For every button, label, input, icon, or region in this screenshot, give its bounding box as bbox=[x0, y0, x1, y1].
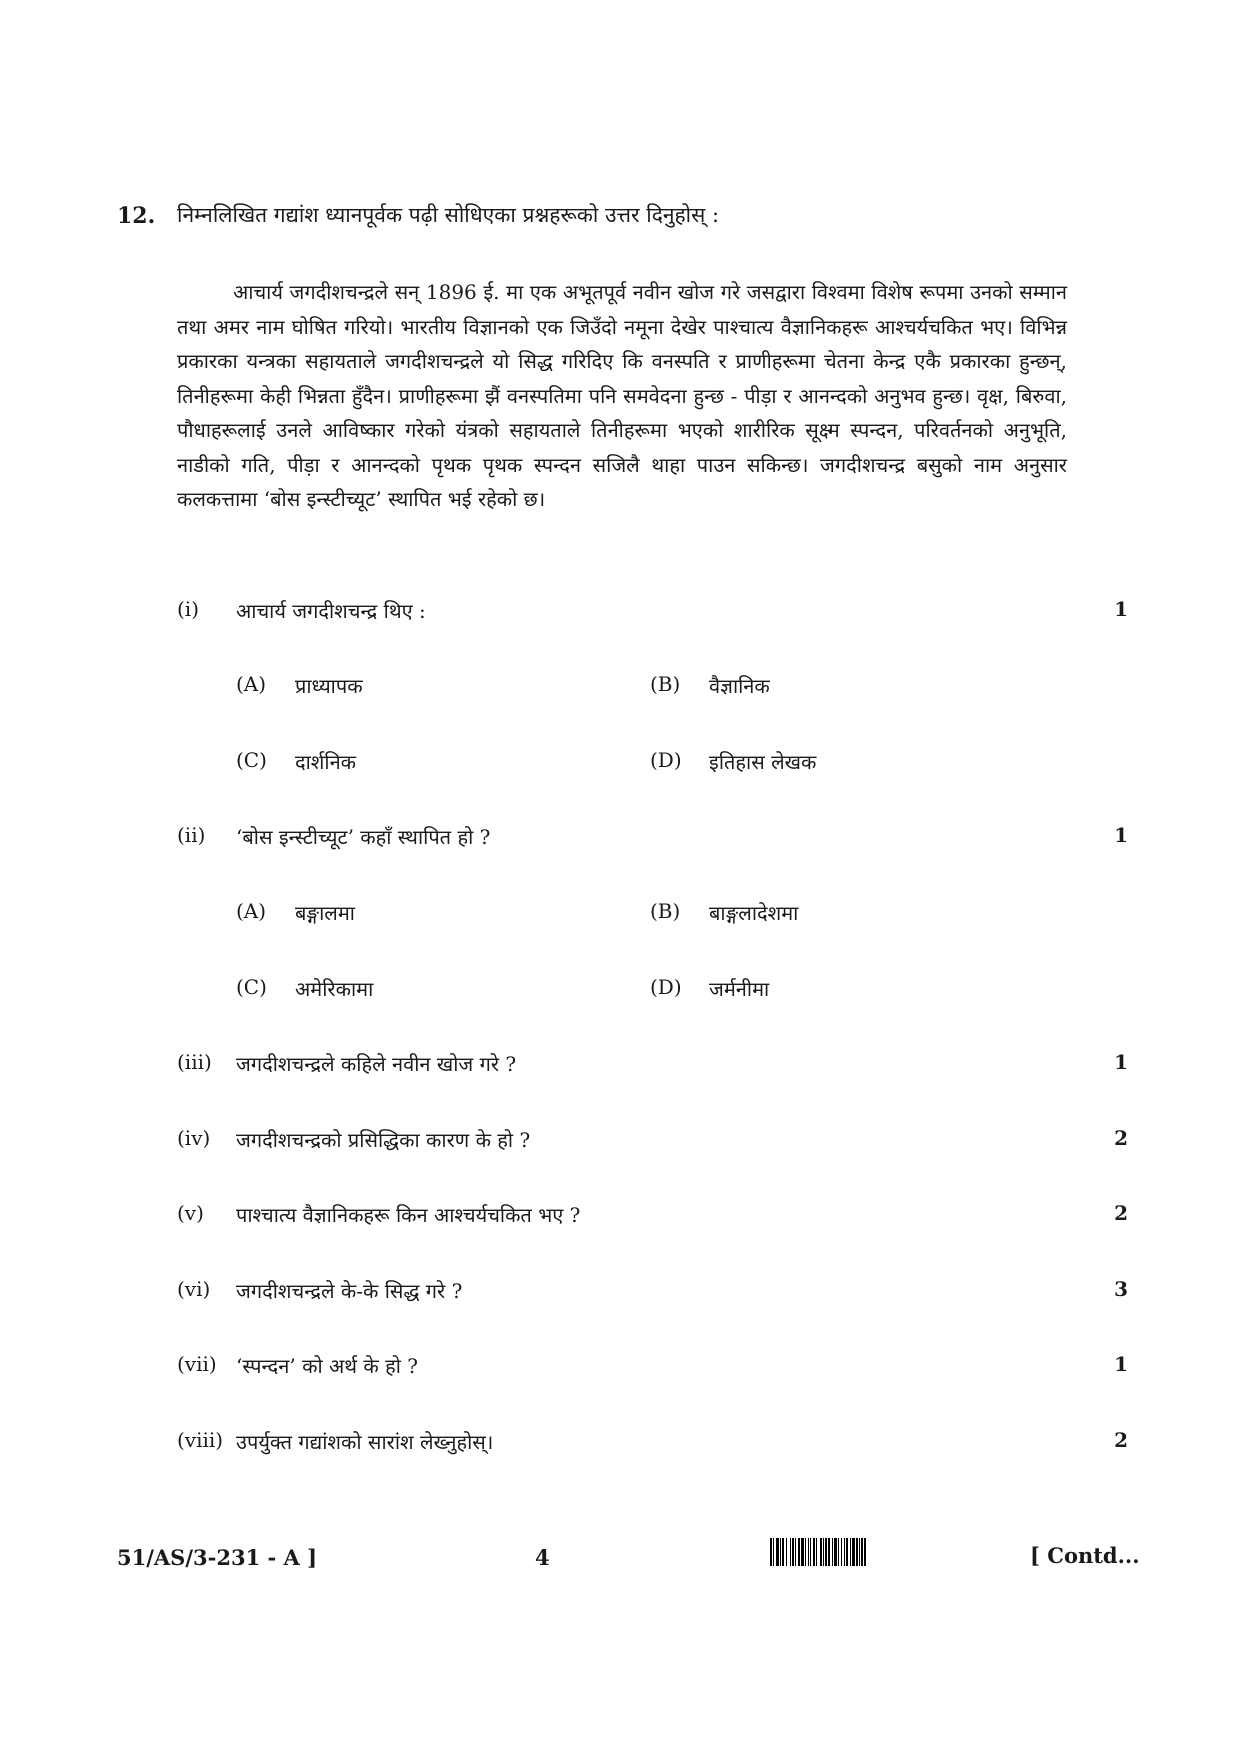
option-text: अमेरिकामा bbox=[295, 977, 374, 1001]
continued-label: [ Contd... bbox=[1030, 1543, 1140, 1568]
option-letter: (B) bbox=[650, 672, 681, 696]
subquestion-text: पाश्चात्य वैज्ञानिकहरू किन आश्चर्यचकित भए ? bbox=[236, 1203, 581, 1227]
subquestion-text: जगदीशचन्द्रले के-के सिद्ध गरे ? bbox=[236, 1279, 463, 1303]
marks: 1 bbox=[1114, 1050, 1128, 1074]
marks: 2 bbox=[1114, 1428, 1128, 1452]
subquestion-text: ‘बोस इन्स्टीच्यूट’ कहाँ स्थापित हो ? bbox=[236, 825, 491, 849]
subquestion-number: (iv) bbox=[177, 1126, 211, 1150]
marks: 1 bbox=[1114, 1352, 1128, 1376]
option-letter: (A) bbox=[236, 899, 267, 923]
subquestion-number: (ii) bbox=[177, 823, 206, 847]
question-number: 12. bbox=[117, 203, 156, 229]
question-instruction: निम्नलिखित गद्यांश ध्यानपूर्वक पढ़ी सोधिएका प्रश्नहरूको उत्तर दिनुहोस् : bbox=[177, 203, 720, 227]
option-text: दार्शनिक bbox=[295, 750, 357, 774]
subquestion-number: (iii) bbox=[177, 1050, 212, 1074]
subquestion-text: आचार्य जगदीशचन्द्र थिए : bbox=[236, 599, 426, 623]
marks: 2 bbox=[1114, 1201, 1128, 1225]
marks: 2 bbox=[1114, 1126, 1128, 1150]
barcode-stripe bbox=[866, 1538, 868, 1566]
subquestion-text: उपर्युक्त गद्यांशको सारांश लेख्नुहोस्। bbox=[236, 1430, 494, 1454]
subquestion-number: (i) bbox=[177, 597, 200, 621]
option-text: बाङ्गलादेशमा bbox=[709, 901, 799, 925]
option-letter: (B) bbox=[650, 899, 681, 923]
subquestion-text: जगदीशचन्द्रको प्रसिद्धिका कारण के हो ? bbox=[236, 1128, 531, 1152]
option-letter: (D) bbox=[650, 748, 682, 772]
subquestion-number: (vi) bbox=[177, 1277, 211, 1301]
marks: 1 bbox=[1114, 823, 1128, 847]
option-text: प्राध्यापक bbox=[295, 674, 363, 698]
paper-code: 51/AS/3-231 - A ] bbox=[117, 1545, 318, 1570]
option-text: बङ्गालमा bbox=[295, 901, 355, 925]
marks: 1 bbox=[1114, 597, 1128, 621]
subquestion-text: ‘स्पन्दन’ को अर्थ के हो ? bbox=[236, 1354, 419, 1378]
passage: आचार्य जगदीशचन्द्रले सन् 1896 ई. मा एक अभूतपूर्व नवीन खोज गरे जसद्वारा विश्वमा विशेष रूपमा उनको सम्मान तथा अमर नाम घोषित गरियो। भारतीय विज्ञानको एक जिउँदो नमूना देखेर पाश्चात्य वैज्ञानिकहरू आश्चर्यचकित भए। विभिन्न प्रकारका यन्त्रका सहायताले जगदीशचन्द्रले यो सिद्ध गरिदिए कि वनस्पति र प्राणीहरूमा चेतना केन्द्र एकै प्रकारका हुन्छन्, तिनीहरूमा केही भिन्नता हुँदैन। प्राणीहरूमा झैं वनस्पतिमा पनि समवेदना हुन्छ - पीड़ा र आनन्दको अनुभव हुन्छ। वृक्ष, बिरुवा, पौधाहरूलाई उनले आविष्कार गरेको यंत्रको सहायताले तिनीहरूमा भएको शारीरिक सूक्ष्म स्पन्दन, परिवर्तनको अनुभूति, नाडीको गति, पीड़ा र आनन्दको पृथक पृथक स्पन्दन सजिलै थाहा पाउन सकिन्छ। जगदीशचन्द्र बसुको नाम अनुसार कलकत्तामा ‘बोस इन्स्टीच्यूट’ स्थापित भई रहेको छ। bbox=[177, 280, 1067, 511]
option-text: वैज्ञानिक bbox=[709, 674, 770, 698]
subquestion-number: (viii) bbox=[177, 1428, 224, 1452]
option-letter: (C) bbox=[236, 748, 267, 772]
subquestion-text: जगदीशचन्द्रले कहिले नवीन खोज गरे ? bbox=[236, 1052, 517, 1076]
page-number: 4 bbox=[535, 1545, 550, 1570]
option-letter: (A) bbox=[236, 672, 267, 696]
subquestion-number: (vii) bbox=[177, 1352, 217, 1376]
barcode-icon bbox=[770, 1538, 1020, 1566]
option-text: इतिहास लेखक bbox=[709, 750, 817, 774]
marks: 3 bbox=[1114, 1277, 1128, 1301]
subquestion-number: (v) bbox=[177, 1201, 204, 1225]
option-text: जर्मनीमा bbox=[709, 977, 770, 1001]
option-letter: (D) bbox=[650, 975, 682, 999]
option-letter: (C) bbox=[236, 975, 267, 999]
